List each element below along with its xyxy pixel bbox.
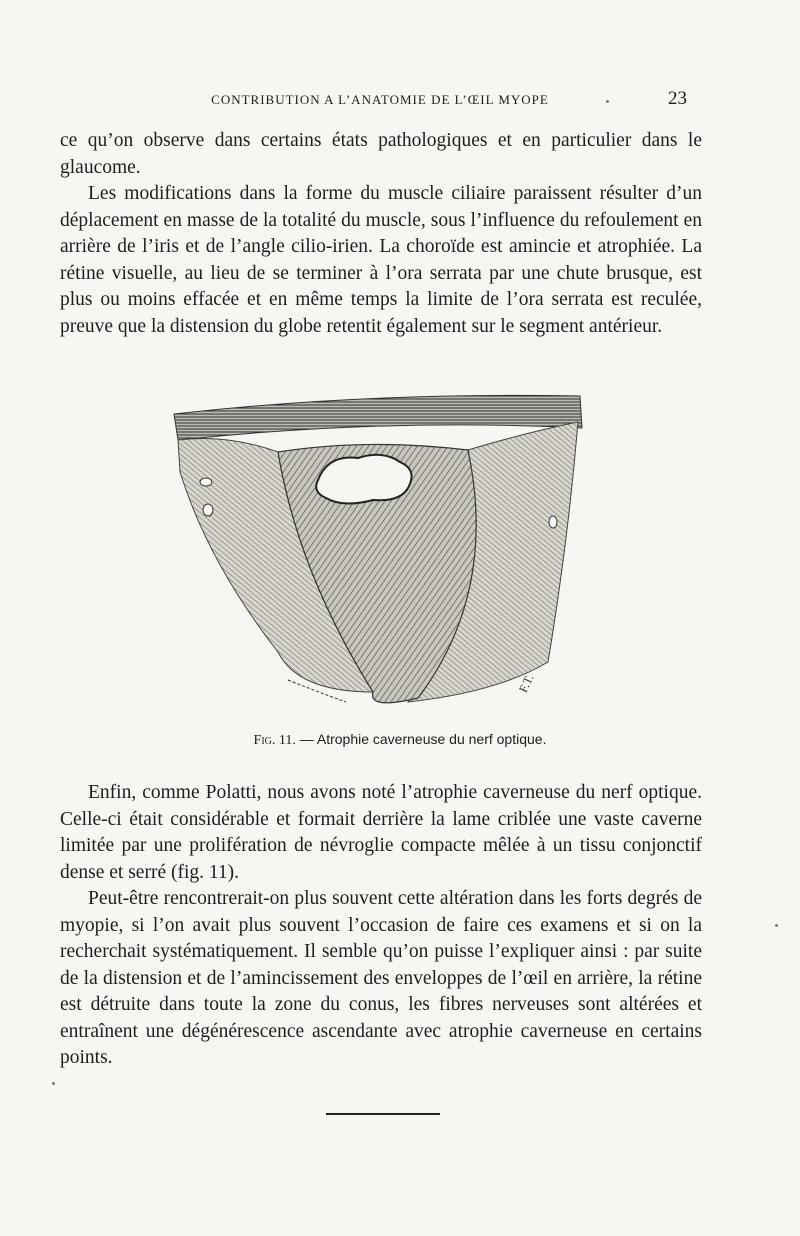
paragraph-4: Peut-être rencontrerait-on plus souvent cette altération dans les forts degrés de myopie, si l’on avait plus souvent l’occasion de faire ces examens et si on la recherchait systématiquement. Il semble qu’on puisse l’expliquer ainsi : par suite de la distension et de l’amincissement des enveloppes de l’œil en arrière, la rétine est détruite dans toute la zone du conus, les fibres nerveuses sont altérées et entraînent une dégénérescence ascendante avec atrophie caverneuse en certains points. bbox=[60, 888, 702, 1068]
running-head: CONTRIBUTION A L’ANATOMIE DE L’ŒIL MYOPE bbox=[211, 92, 549, 107]
scan-speck bbox=[606, 100, 609, 103]
caption-label: Fig. 11. bbox=[253, 733, 296, 748]
figure-caption bbox=[160, 731, 640, 749]
paragraph-1: ce qu’on observe dans certains états pathologiques et en particulier dans le glaucome. bbox=[60, 130, 702, 178]
text-block-bottom bbox=[60, 780, 702, 1072]
illustrator-initials: F.T. bbox=[515, 672, 537, 695]
scan-speck bbox=[52, 1082, 55, 1085]
text-block-top bbox=[60, 128, 702, 340]
page-number: 23 bbox=[668, 88, 687, 109]
caption-text: — Atrophie caverneuse du nerf optique. bbox=[295, 731, 547, 747]
figure-11-optic-nerve-illustration bbox=[168, 392, 588, 722]
paragraph-3: Enfin, comme Polatti, nous avons noté l’atrophie caverneuse du nerf optique. Celle-ci était considérable et formait derrière la lame criblée une vaste caverne limitée par une prolifération de névroglie compacte mêlée à un tissu conjonctif dense et serré (fig. 11). bbox=[60, 782, 702, 883]
end-rule bbox=[326, 1113, 440, 1115]
scan-speck bbox=[775, 924, 778, 927]
paragraph-2: Les modifications dans la forme du muscle ciliaire paraissent résulter d’un déplacement en masse de la totalité du muscle, sous l’influence du refoulement en arrière de l’iris et de l’angle cilio-irien. La choroïde est amincie et atrophiée. La rétine visuelle, au lieu de se terminer à l’ora serrata par une chute brusque, est plus ou moins effacée et en même temps la limite de l’ora serrata est reculée, preuve que la distension du globe retentit également sur le segment antérieur. bbox=[60, 183, 702, 337]
